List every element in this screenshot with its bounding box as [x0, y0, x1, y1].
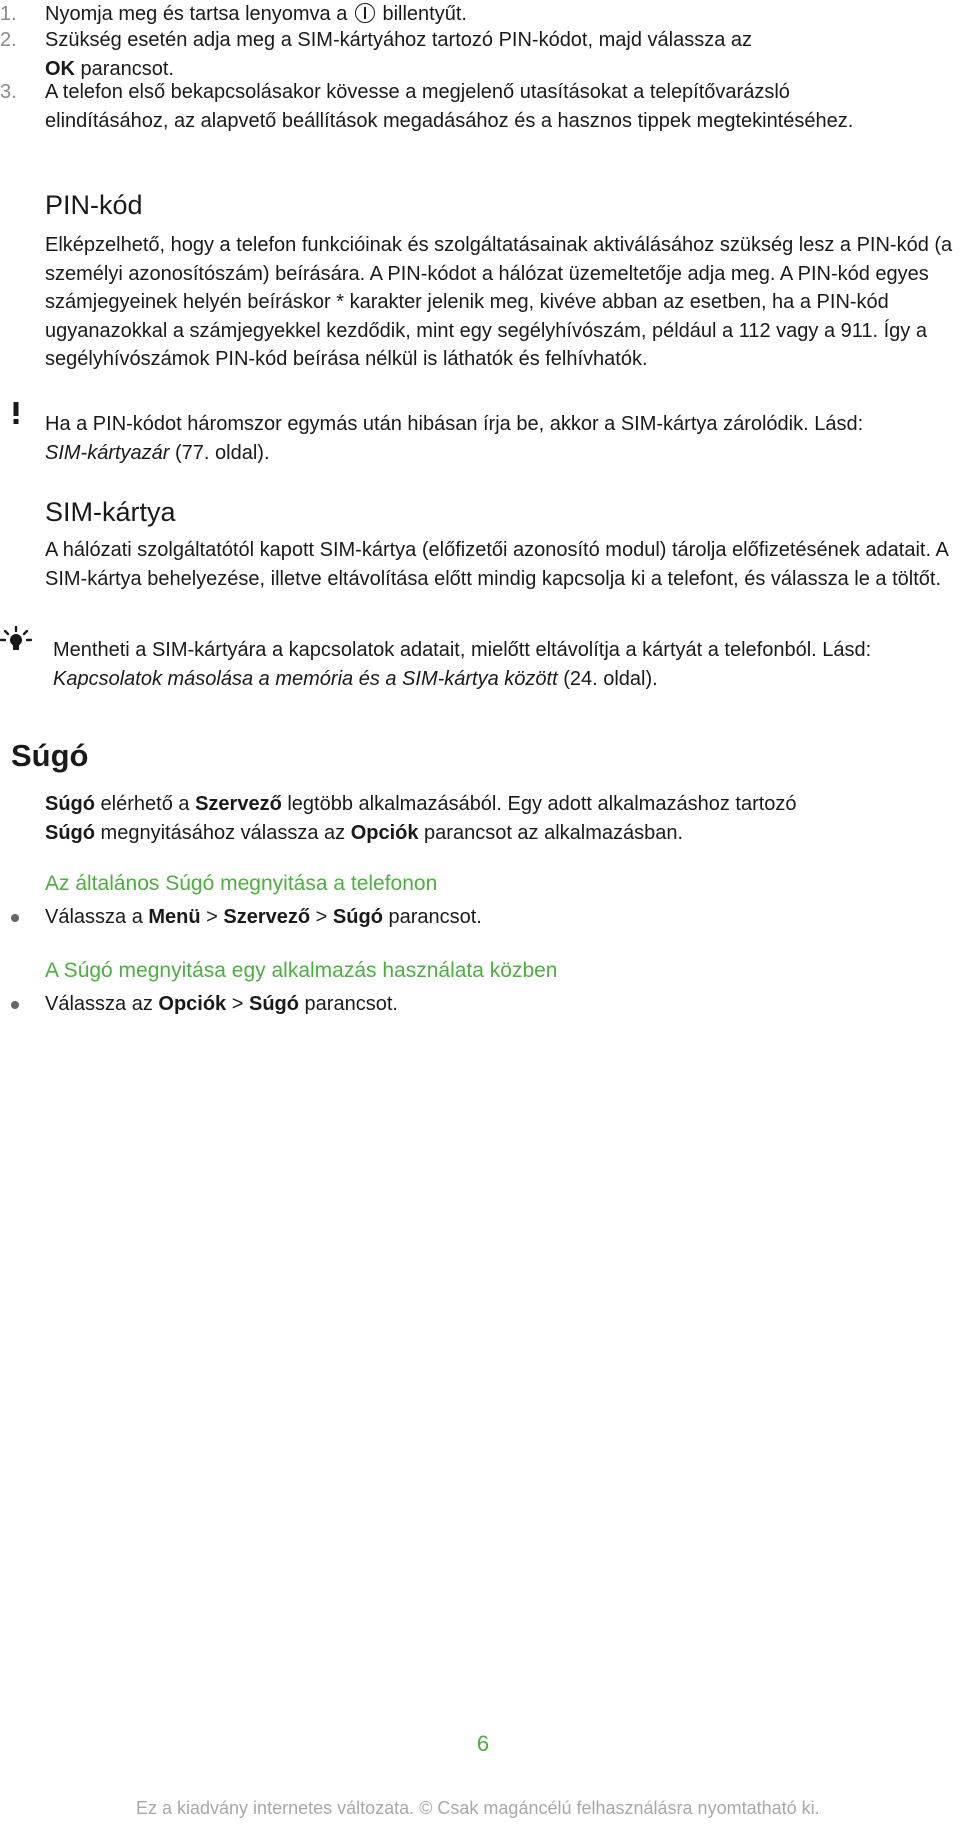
step-number: 3. — [0, 81, 17, 103]
step-text-part: parancsot. — [75, 57, 174, 80]
page-number: 6 — [476, 1731, 490, 1756]
organizer-command: Szervező — [223, 906, 311, 928]
text-part: Válassza az — [45, 993, 159, 1015]
ok-command: OK — [45, 57, 75, 80]
bullet-dot — [11, 1001, 19, 1009]
options-command: Opciók — [158, 993, 227, 1015]
text-part: > — [200, 906, 224, 928]
warning-text: Ha a PIN-kódot háromszor egymás után hibásan írja be, akkor a SIM-kártya zárolódik. Lásd: — [45, 413, 864, 435]
bold-term: Súgó — [45, 821, 95, 844]
tip-ref: (24. oldal). — [557, 667, 658, 690]
sim-tip — [53, 636, 953, 693]
bold-term: Szervező — [195, 793, 282, 815]
step-text — [45, 26, 925, 83]
tip-text: Mentheti a SIM-kártyára a kapcsolatok adatait, mielőtt eltávolítja a kártyát a telefonból. Lásd: — [53, 639, 872, 661]
text-part: elérhető a — [95, 793, 196, 815]
step-text: A telefon első bekapcsolásakor kövesse a megjelenő utasításokat a telepítővarázsló elindításához, az alapvető beállítások megadásához és a hasznos tippek megtekintéséhez. — [45, 81, 854, 132]
help-command: Súgó — [332, 906, 383, 928]
step-text-part: billentyűt. — [382, 3, 467, 25]
help-command: Súgó — [248, 993, 299, 1015]
bullet-item-menu — [45, 903, 945, 932]
step-text-part: Nyomja meg és tartsa lenyomva a — [45, 3, 348, 25]
step-text — [45, 0, 925, 29]
step-text-part: Szükség esetén adja meg a SIM-kártyához tartozó PIN-kódot, majd válassza az — [45, 29, 753, 51]
pin-heading: PIN-kód — [45, 190, 143, 220]
bullet-dot — [11, 914, 19, 922]
sim-heading: SIM-kártya — [45, 497, 176, 527]
step-2 — [0, 26, 960, 86]
bold-term: Opciók — [350, 821, 419, 844]
bullet-item-options — [45, 990, 945, 1019]
warning-icon — [11, 402, 19, 430]
step-number: 1. — [0, 3, 17, 25]
step-3 — [0, 78, 960, 168]
text-part: parancsot az alkalmazásban. — [418, 821, 684, 844]
bold-term: Súgó — [45, 793, 95, 815]
warning-ref: (77. oldal). — [169, 441, 270, 464]
text-part: legtöbb alkalmazásából. Egy adott alkalmazáshoz tartozó — [281, 793, 797, 815]
sim-paragraph: A hálózati szolgáltatótól kapott SIM-kártya (előfizetői azonosító modul) tárolja előfizetésének adatait. A SIM-kártya behelyezése, illetve eltávolítása előtt mindig kapcsolja ki a telefont, és válassza le a töltőt. — [45, 539, 948, 590]
text-part: Válassza a — [45, 906, 149, 928]
sugo-paragraph — [45, 790, 960, 847]
subheading-help-in-app: A Súgó megnyitása egy alkalmazás használata közben — [45, 959, 558, 982]
text-part: parancsot. — [382, 906, 482, 928]
sim-lock-link[interactable]: SIM-kártyazár — [45, 441, 170, 464]
menu-command: Menü — [148, 906, 201, 928]
pin-warning — [45, 410, 960, 467]
pin-paragraph: Elképzelhető, hogy a telefon funkcióinak és szolgáltatásainak aktiválásához szükség lesz a PIN-kód (a személyi azonosítószám) beírására. A PIN-kódot a hálózat üzemeltetője adja meg. A PIN-kód egyes számjegyeinek helyén beíráskor * karakter jelenik meg, kivéve abban az esetben, ha a PIN-kód ugyanazokkal a számjegyekkel kezdődik, mint egy segélyhívószám, például a 112 vagy a 911. Így a segélyhívószámok PIN-kód beírása nélkül is láthatók és felhívhatók. — [45, 234, 953, 370]
copy-contacts-link[interactable]: Kapcsolatok másolása a memória és a SIM-kártya között — [53, 667, 558, 690]
lightbulb-icon — [0, 626, 32, 660]
text-part: > — [310, 906, 333, 928]
footer-note: Ez a kiadvány internetes változata. © Csak magáncélú felhasználásra nyomtatható ki. — [136, 1798, 820, 1818]
text-part: > — [226, 993, 249, 1015]
power-key-icon — [355, 3, 375, 23]
text-part: parancsot. — [298, 993, 398, 1015]
text-part: megnyitásához válassza az — [95, 821, 351, 844]
subheading-open-help: Az általános Súgó megnyitása a telefonon — [45, 872, 438, 895]
sugo-heading: Súgó — [11, 738, 89, 773]
step-number: 2. — [0, 29, 17, 51]
